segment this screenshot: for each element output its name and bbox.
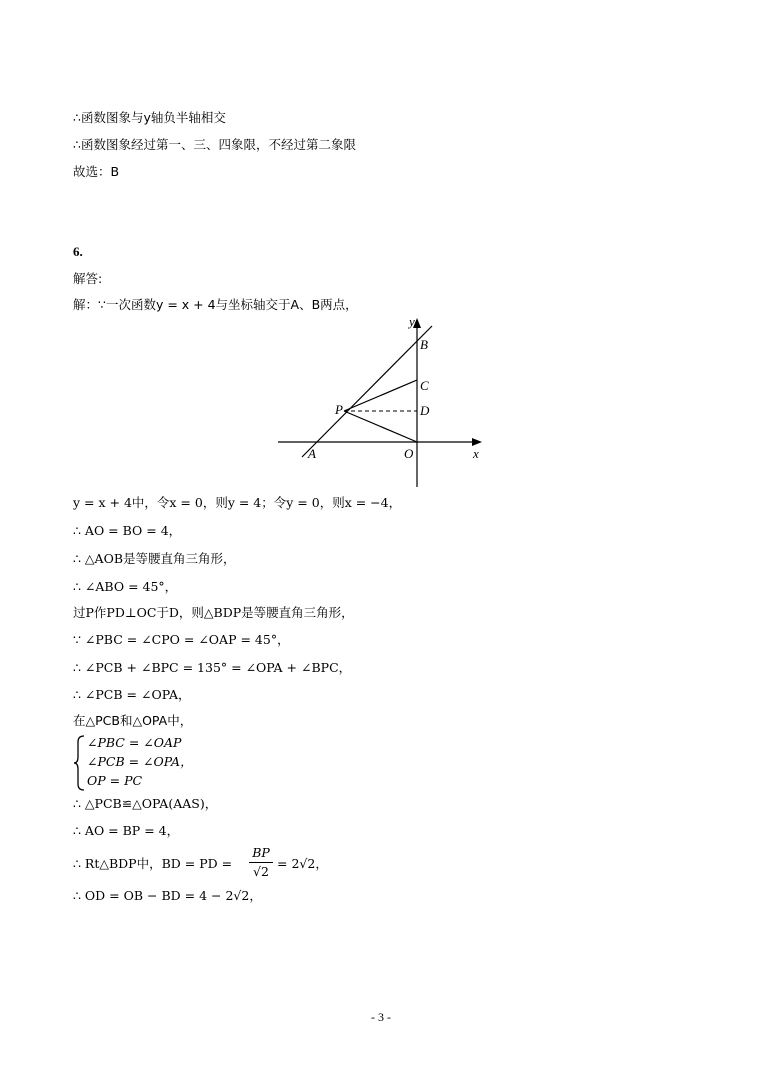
equation-system bbox=[73, 734, 273, 792]
page-number: - 3 - bbox=[371, 1010, 391, 1024]
fraction bbox=[248, 845, 274, 881]
fraction-denominator: √2 bbox=[253, 864, 269, 879]
solution-line: ∴ AO = BO = 4， bbox=[73, 523, 182, 538]
label-A: A bbox=[308, 446, 316, 461]
label-D: D bbox=[420, 403, 430, 418]
solution-line: ∴ △AOB是等腰直角三角形， bbox=[73, 551, 236, 566]
solution-line: ∴ △PCB≌△OPA(AAS)， bbox=[73, 796, 218, 811]
solution-line: ∴ Rt△BDP中，BD = PD = bbox=[73, 856, 233, 871]
system-row: ∠PCB = ∠OPA， bbox=[87, 754, 193, 769]
label-O: O bbox=[404, 446, 414, 461]
text-line: ∴函数图象经过第一、三、四象限，不经过第二象限 bbox=[73, 137, 356, 152]
solution-line: y = x + 4中，令x = 0，则y = 4；令y = 0，则x = −4， bbox=[73, 495, 402, 510]
text-line: 故选：B bbox=[73, 164, 120, 179]
label-x: x bbox=[473, 446, 479, 461]
label-P: P bbox=[335, 402, 343, 417]
solution-line: ∵ ∠PBC = ∠CPO = ∠OAP = 45°， bbox=[73, 632, 290, 647]
solution-line: ∴ ∠PCB + ∠BPC = 135° = ∠OPA + ∠BPC， bbox=[73, 660, 352, 675]
text-line: ∴函数图象与y轴负半轴相交 bbox=[73, 110, 226, 125]
solution-intro: 解：∵一次函数y = x + 4与坐标轴交于A、B两点， bbox=[73, 297, 358, 312]
solution-line: ∴ ∠PCB = ∠OPA， bbox=[73, 687, 191, 702]
system-row: ∠PBC = ∠OAP bbox=[87, 735, 182, 750]
fraction-bar bbox=[249, 862, 273, 863]
geometry-figure bbox=[272, 312, 492, 495]
solution-line: 过P作PD⊥OC于D，则△BDP是等腰直角三角形， bbox=[73, 605, 354, 620]
solution-line: ∴ OD = OB − BD = 4 − 2√2， bbox=[73, 888, 262, 903]
question-number: 6. bbox=[73, 244, 83, 259]
solution-line: ∴ AO = BP = 4， bbox=[73, 823, 180, 838]
label-C: C bbox=[420, 378, 429, 393]
solution-line: = 2√2， bbox=[277, 856, 328, 871]
system-row: OP = PC bbox=[87, 773, 143, 788]
fraction-numerator: BP bbox=[252, 845, 270, 860]
label-B: B bbox=[420, 337, 428, 352]
brace-icon bbox=[73, 734, 87, 792]
solution-line: 在△PCB和△OPA中， bbox=[73, 713, 193, 728]
solution-line: ∴ ∠ABO = 45°， bbox=[73, 579, 178, 594]
label-y: y bbox=[409, 314, 415, 329]
answer-label: 解答: bbox=[73, 271, 103, 286]
